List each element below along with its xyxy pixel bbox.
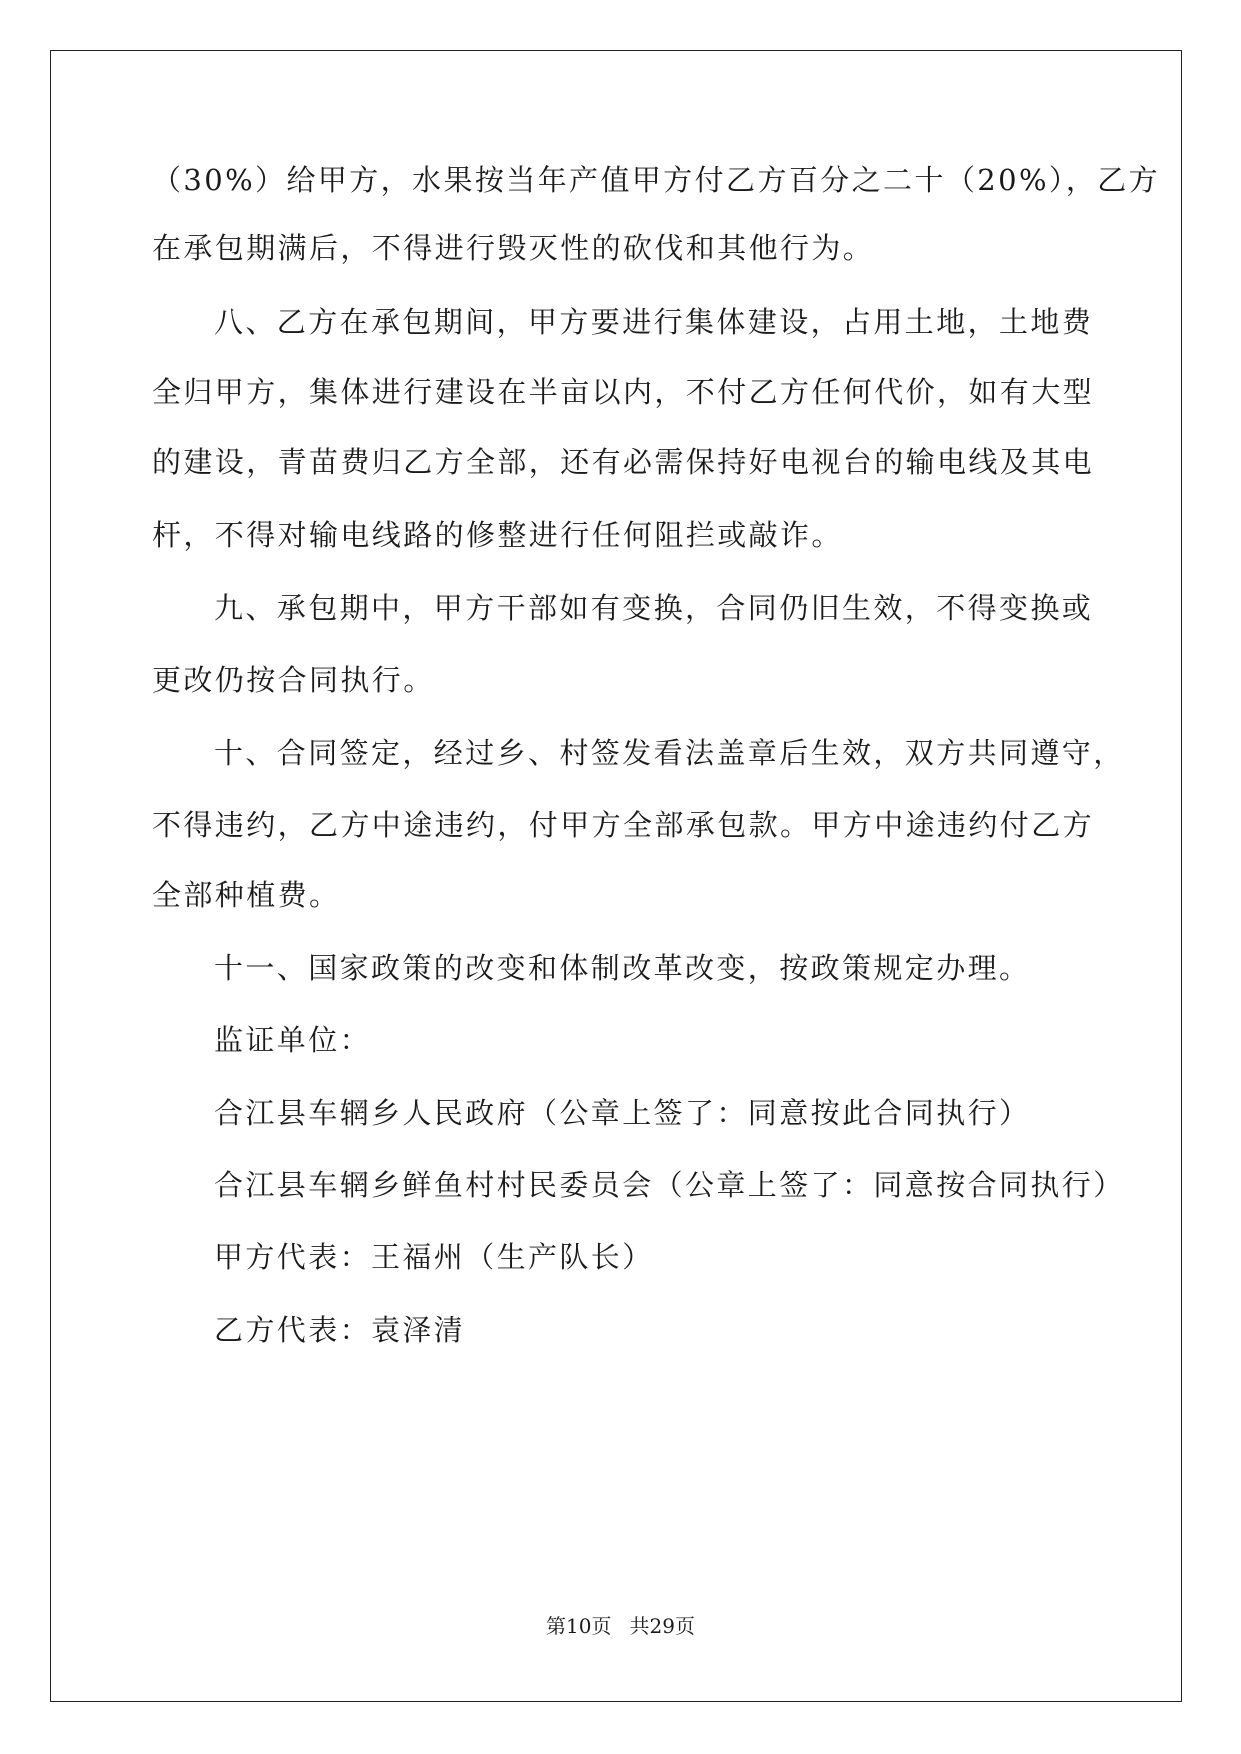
paragraph-10-start: 十、合同签定，经过乡、村签发看法盖章后生效，双方共同遵守， (214, 736, 1125, 770)
page-number: 第10页 (546, 1614, 612, 1638)
paragraph-8-start: 八、乙方在承包期间，甲方要进行集体建设，占用土地，土地费 (214, 305, 1094, 339)
paragraph-11: 十一、国家政策的改变和体制改革改变，按政策规定办理。 (214, 951, 1031, 985)
party-b-representative: 乙方代表：袁泽清 (214, 1313, 466, 1347)
paragraph-9-start: 九、承包期中，甲方干部如有变换，合同仍旧生效，不得变换或 (214, 591, 1094, 625)
text-line: 杆，不得对输电线路的修整进行任何阻拦或敲诈。 (152, 518, 843, 552)
text-line: （30%）给甲方，水果按当年产值甲方付乙方百分之二十（20%），乙方 (152, 163, 1161, 197)
text-line: 的建设，青苗费归乙方全部，还有必需保持好电视台的输电线及其电 (152, 445, 1095, 479)
witness-government: 合江县车辋乡人民政府（公章上签了：同意按此合同执行） (214, 1096, 1031, 1130)
witness-heading: 监证单位： (214, 1023, 372, 1057)
text-line: 更改仍按合同执行。 (152, 663, 435, 697)
text-line: 全归甲方，集体进行建设在半亩以内，不付乙方任何代价，如有大型 (152, 375, 1095, 409)
page-footer (0, 1612, 1241, 1640)
text-line: 全部种植费。 (152, 878, 341, 912)
text-line: 在承包期满后，不得进行毁灭性的砍伐和其他行为。 (152, 231, 875, 265)
text-line: 不得违约，乙方中途违约，付甲方全部承包款。甲方中途违约付乙方 (152, 808, 1095, 842)
witness-village-committee: 合江县车辋乡鲜鱼村村民委员会（公章上签了：同意按合同执行） (214, 1168, 1125, 1202)
total-pages: 共29页 (629, 1614, 695, 1638)
party-a-representative: 甲方代表：王福州（生产队长） (214, 1240, 654, 1274)
